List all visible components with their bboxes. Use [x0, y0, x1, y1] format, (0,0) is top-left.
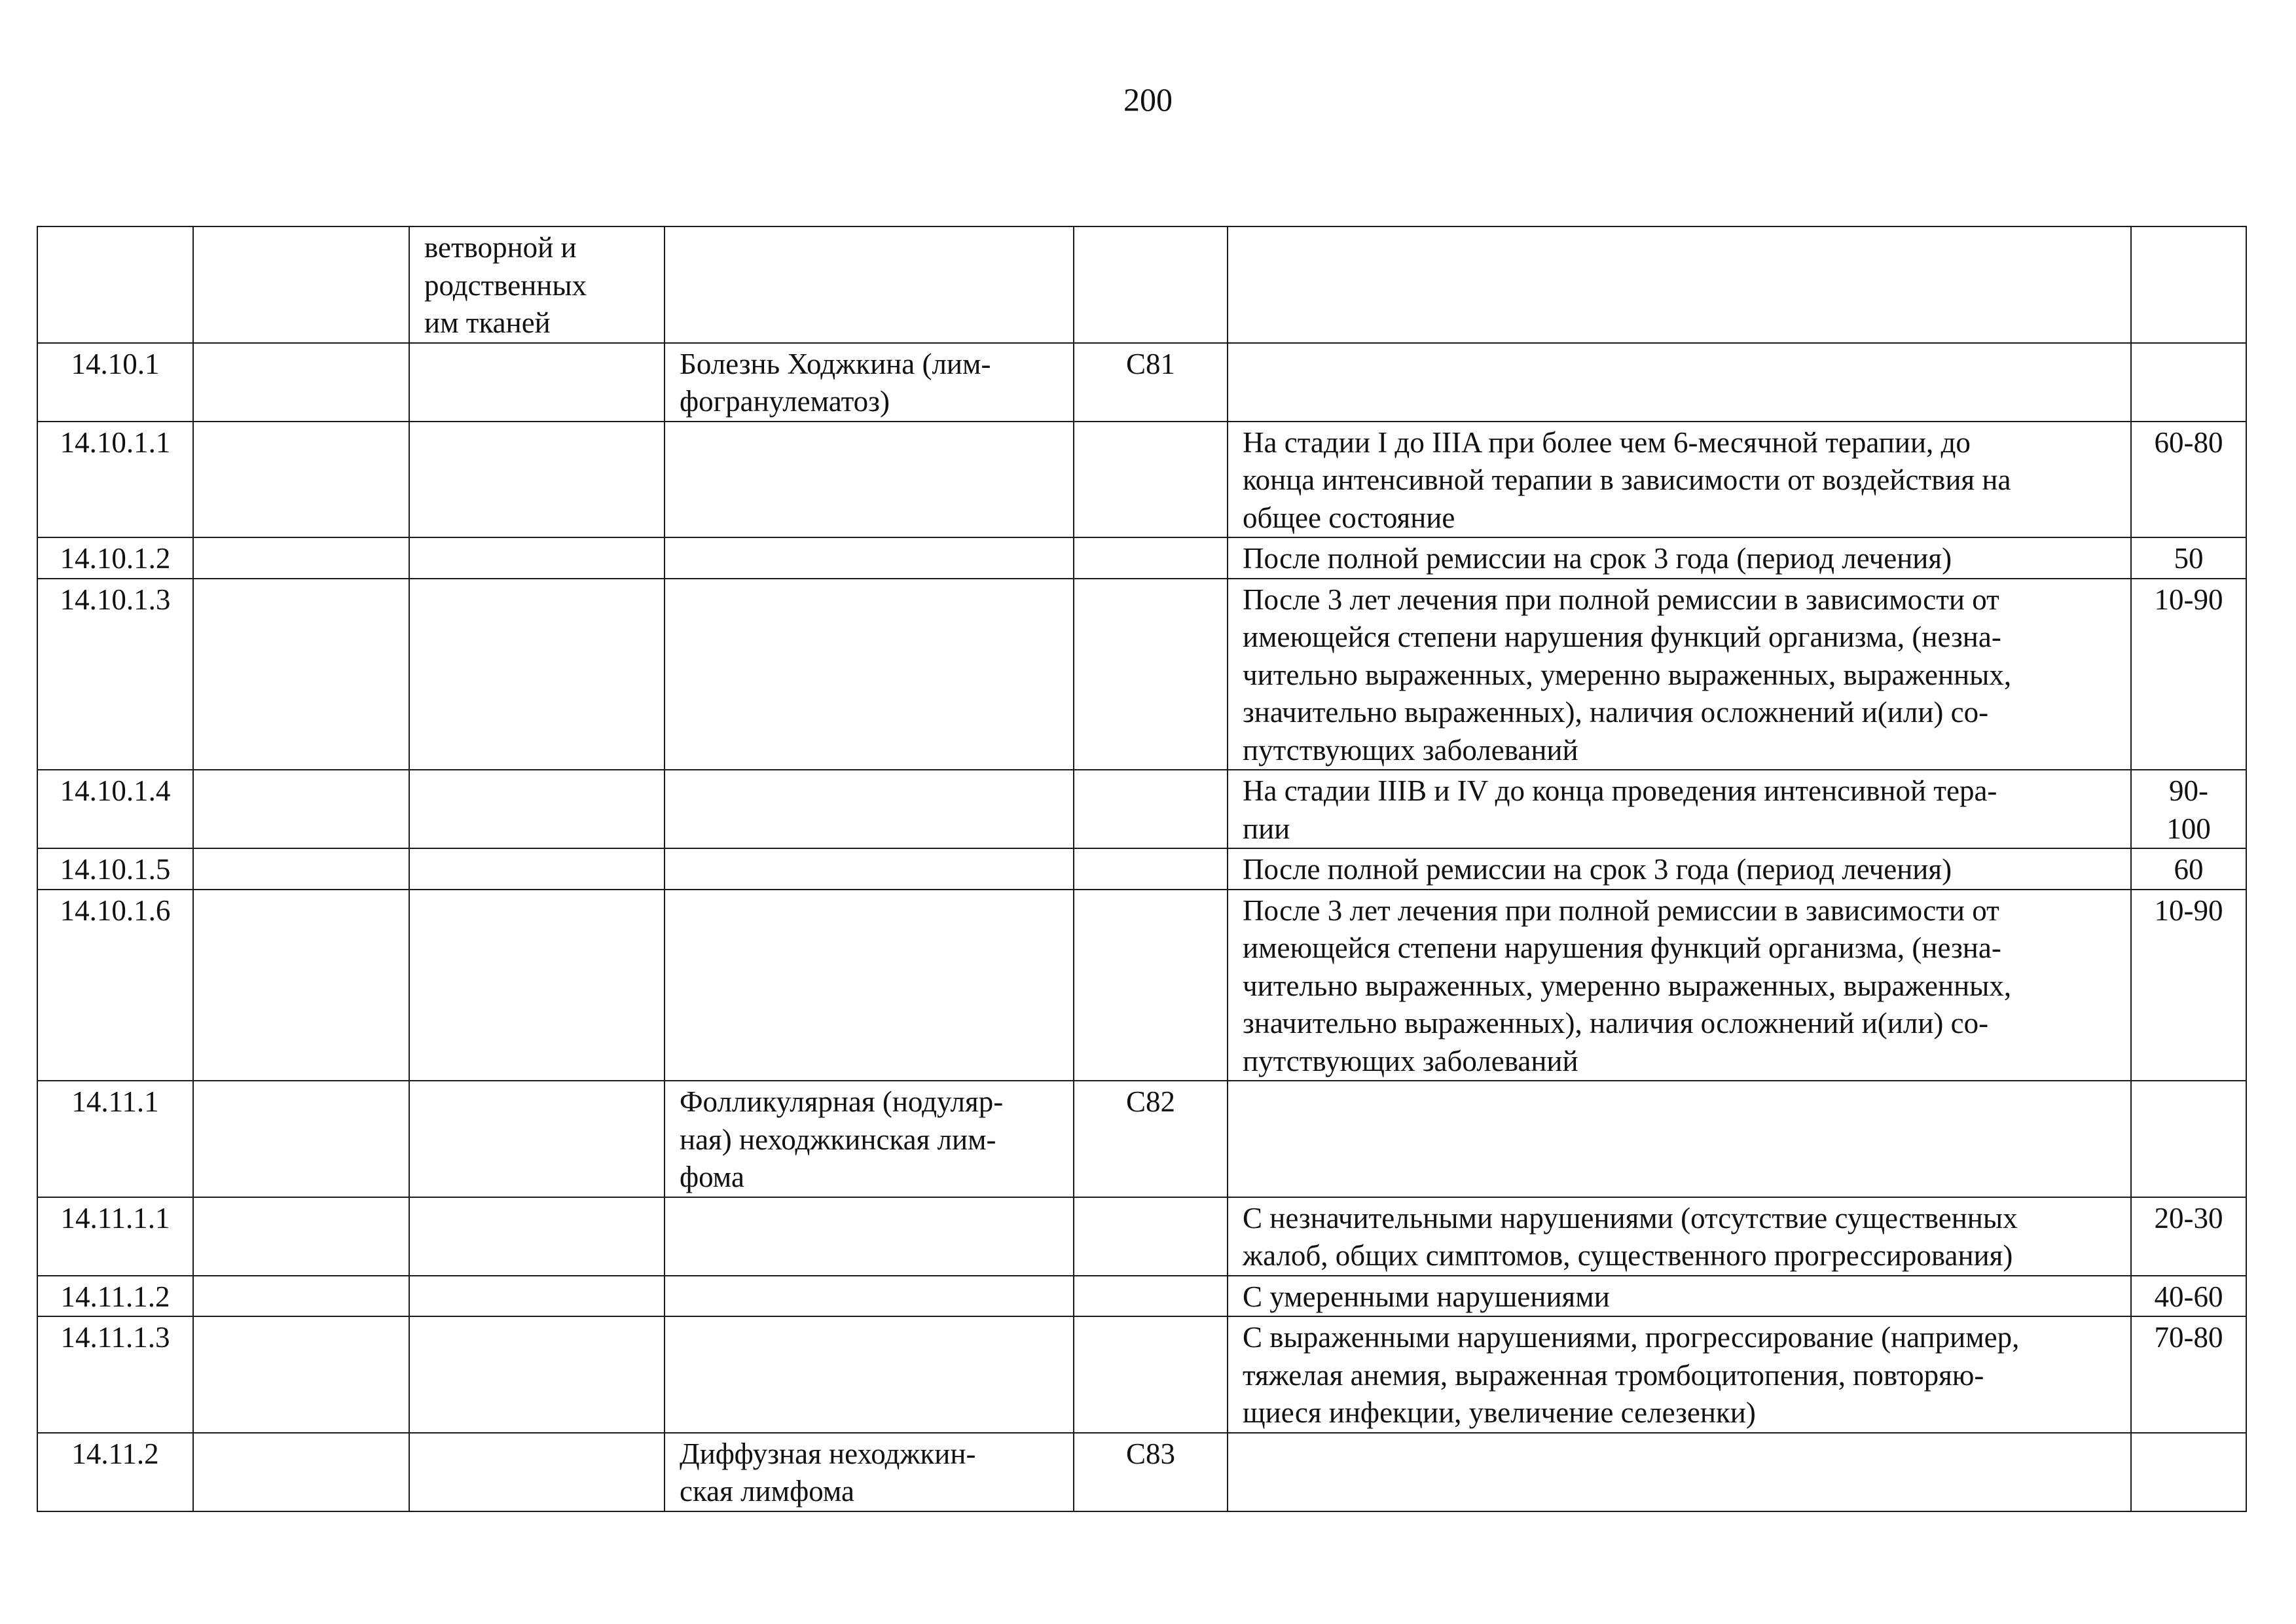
disease-name: [665, 226, 1074, 343]
cell-empty: [193, 1433, 409, 1511]
section-name: [409, 1197, 665, 1276]
disease-name: [665, 579, 1074, 770]
percent-value: 60-80: [2131, 422, 2246, 538]
disease-name: [665, 770, 1074, 848]
percent-value: 10-90: [2131, 890, 2246, 1081]
page-number: 200: [1123, 81, 1173, 118]
percent-value: [2131, 1081, 2246, 1197]
table-row: [37, 537, 2246, 579]
table-row: [37, 890, 2246, 1081]
cell-empty: [193, 848, 409, 890]
table-row: [37, 1276, 2246, 1317]
criteria-text: После полной ремиссии на срок 3 года (период лечения): [1228, 848, 2131, 890]
cell-empty: [193, 537, 409, 579]
section-name: [409, 1081, 665, 1197]
criteria-text: С умеренными нарушениями: [1228, 1276, 2131, 1317]
cell-empty: [193, 343, 409, 422]
section-name: [409, 1276, 665, 1317]
criteria-text: [1228, 226, 2131, 343]
disease-name: [665, 1316, 1074, 1433]
disease-name: [665, 890, 1074, 1081]
criteria-text: [1228, 343, 2131, 422]
section-name: [409, 1316, 665, 1433]
row-number: 14.11.1.3: [37, 1316, 193, 1433]
disease-name: Диффузная неходжкин- ская лимфома: [665, 1433, 1074, 1511]
section-name: [409, 770, 665, 848]
criteria-text: С выраженными нарушениями, прогрессирование (например, тяжелая анемия, выраженная тромбоцитопения, повторяю- щиеся инфекции, увеличение селезенки): [1228, 1316, 2131, 1433]
table-row: [37, 1081, 2246, 1197]
icd-code: [1074, 1276, 1228, 1317]
percent-value: 70-80: [2131, 1316, 2246, 1433]
criteria-text: С незначительными нарушениями (отсутствие существенных жалоб, общих симптомов, существенного прогрессирования): [1228, 1197, 2131, 1276]
section-name: [409, 579, 665, 770]
table-row: [37, 1197, 2246, 1276]
icd-code: [1074, 422, 1228, 538]
disease-name: [665, 422, 1074, 538]
table-row: [37, 422, 2246, 538]
cell-empty: [193, 1197, 409, 1276]
icd-code: [1074, 890, 1228, 1081]
icd-code: C81: [1074, 343, 1228, 422]
icd-code: [1074, 1316, 1228, 1433]
disease-name: [665, 848, 1074, 890]
icd-code: [1074, 579, 1228, 770]
icd-code: [1074, 226, 1228, 343]
cell-empty: [193, 1276, 409, 1317]
cell-empty: [193, 890, 409, 1081]
disease-name: [665, 1197, 1074, 1276]
percent-value: 90- 100: [2131, 770, 2246, 848]
percent-value: 40-60: [2131, 1276, 2246, 1317]
icd-code: C83: [1074, 1433, 1228, 1511]
disease-name: Болезнь Ходжкина (лим- фогранулематоз): [665, 343, 1074, 422]
cell-empty: [193, 770, 409, 848]
row-number: 14.10.1.4: [37, 770, 193, 848]
cell-empty: [193, 579, 409, 770]
percent-value: [2131, 226, 2246, 343]
row-number: 14.10.1: [37, 343, 193, 422]
icd-code: [1074, 537, 1228, 579]
icd-code: [1074, 770, 1228, 848]
percent-value: [2131, 343, 2246, 422]
icd-code: C82: [1074, 1081, 1228, 1197]
section-name: [409, 537, 665, 579]
percent-value: 60: [2131, 848, 2246, 890]
row-number: 14.10.1.6: [37, 890, 193, 1081]
section-name: [409, 422, 665, 538]
row-number: 14.11.2: [37, 1433, 193, 1511]
row-number: 14.10.1.2: [37, 537, 193, 579]
row-number: 14.10.1.5: [37, 848, 193, 890]
criteria-text: После полной ремиссии на срок 3 года (период лечения): [1228, 537, 2131, 579]
section-name: [409, 1433, 665, 1511]
disease-name: Фолликулярная (нодуляр- ная) неходжкинская лим- фома: [665, 1081, 1074, 1197]
cell-empty: [193, 226, 409, 343]
table-row: [37, 579, 2246, 770]
row-number: 14.11.1.1: [37, 1197, 193, 1276]
table-row: [37, 1316, 2246, 1433]
section-name: [409, 343, 665, 422]
section-name: [409, 890, 665, 1081]
criteria-text: После 3 лет лечения при полной ремиссии в зависимости от имеющейся степени нарушения функций организма, (незна- чительно выраженных, умеренно выраженных, выраженных, значительно выраженных), наличия осложнений и(или) со- путствующих заболеваний: [1228, 579, 2131, 770]
cell-empty: [193, 1081, 409, 1197]
section-name: [409, 848, 665, 890]
criteria-text: После 3 лет лечения при полной ремиссии в зависимости от имеющейся степени нарушения функций организма, (незна- чительно выраженных, умеренно выраженных, выраженных, значительно выраженных), наличия осложнений и(или) со- путствующих заболеваний: [1228, 890, 2131, 1081]
row-number: [37, 226, 193, 343]
table-row: [37, 226, 2246, 343]
table-row: [37, 848, 2246, 890]
criteria-text: [1228, 1433, 2131, 1511]
percent-value: [2131, 1433, 2246, 1511]
percent-value: 50: [2131, 537, 2246, 579]
section-name: ветворной и родственных им тканей: [409, 226, 665, 343]
disease-name: [665, 1276, 1074, 1317]
table-row: [37, 770, 2246, 848]
criteria-text: [1228, 1081, 2131, 1197]
disease-name: [665, 537, 1074, 579]
percent-value: 10-90: [2131, 579, 2246, 770]
icd-code: [1074, 1197, 1228, 1276]
criteria-text: На стадии I до IIIA при более чем 6-месячной терапии, до конца интенсивной терапии в зависимости от воздействия на общее состояние: [1228, 422, 2131, 538]
cell-empty: [193, 1316, 409, 1433]
row-number: 14.10.1.3: [37, 579, 193, 770]
classification-table: [37, 226, 2247, 1512]
row-number: 14.10.1.1: [37, 422, 193, 538]
icd-code: [1074, 848, 1228, 890]
percent-value: 20-30: [2131, 1197, 2246, 1276]
cell-empty: [193, 422, 409, 538]
row-number: 14.11.1.2: [37, 1276, 193, 1317]
table-row: [37, 1433, 2246, 1511]
criteria-text: На стадии IIIB и IV до конца проведения интенсивной тера- пии: [1228, 770, 2131, 848]
table-body: [37, 226, 2246, 1511]
table-row: [37, 343, 2246, 422]
row-number: 14.11.1: [37, 1081, 193, 1197]
